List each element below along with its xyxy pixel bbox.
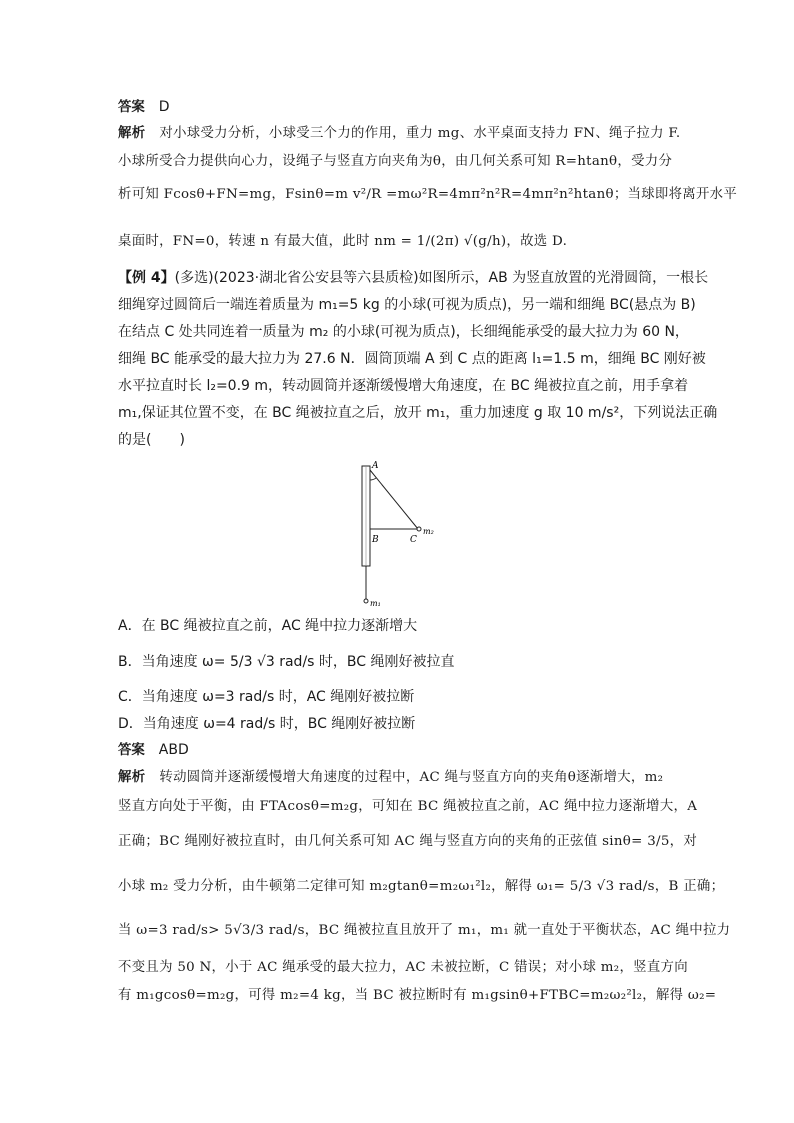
example-line-4: 细绳 BC 能承受的最大拉力为 27.6 N．圆筒顶端 A 到 C 点的距离 l₁=1.5 m，细绳 BC 刚好被 — [118, 351, 706, 367]
example-answer — [118, 740, 189, 761]
example-line-1 — [118, 268, 708, 288]
prev-analysis-line-2: 小球所受合力提供向心力，设绳子与竖直方向夹角为θ，由几何关系可知 R=htanθ，受力分 — [118, 154, 673, 169]
example-line-2: 细绳穿过圆筒后一端连着质量为 m₁=5 kg 的小球(可视为质点)，另一端和细绳 BC(悬点为 B) — [118, 297, 696, 313]
example-analysis-line-3: 正确；BC 绳刚好被拉直时，由几何关系可知 AC 绳与竖直方向的夹角的正弦值 sinθ= 3/5，对 — [118, 834, 698, 849]
example-analysis-line-1 — [118, 768, 663, 788]
example-analysis-line-2: 竖直方向处于平衡，由 FTAcosθ=m₂g，可知在 BC 绳被拉直之前，AC 绳中拉力逐渐增大，A — [118, 799, 698, 814]
option-b: B．当角速度 ω= 5/3 √3 rad/s 时，BC 绳刚好被拉直 — [118, 654, 455, 670]
example-line-5: 水平拉直时长 l₂=0.9 m，转动圆筒并逐渐缓慢增大角速度，在 BC 绳被拉直之前，用手拿着 — [118, 378, 689, 394]
option-d: D．当角速度 ω=4 rad/s 时，BC 绳刚好被拉断 — [118, 716, 416, 732]
answer-value: D — [158, 99, 170, 115]
label-m1: m₁ — [370, 599, 381, 608]
example-line-7: 的是( ) — [118, 432, 185, 448]
label-a: A — [372, 461, 379, 471]
example-analysis-line-4: 小球 m₂ 受力分析，由牛顿第二定律可知 m₂gtanθ=m₂ω₁²l₂，解得 ω₁= 5/3 √3 rad/s，B 正确； — [118, 879, 725, 894]
example-line-6: m₁,保证其位置不变，在 BC 绳被拉直之后，放开 m₁，重力加速度 g 取 10 m/s²，下列说法正确 — [118, 405, 718, 421]
example-text: (多选)(2023·湖北省公安县等六县质检)如图所示，AB 为竖直放置的光滑圆筒，一根长 — [174, 270, 709, 286]
angle-arc — [370, 478, 376, 480]
answer-label: 答案 — [118, 743, 145, 758]
answer-value: ABD — [158, 742, 189, 758]
example-tag: 【例 4】 — [118, 270, 175, 286]
rope-ac — [370, 470, 418, 529]
analysis-text: 对小球受力分析，小球受三个力的作用，重力 mg、水平桌面支持力 FN、绳子拉力 F. — [159, 126, 681, 141]
prev-analysis-line-3: 析可知 Fcosθ+FN=mg，Fsinθ=m v²/R =mω²R=4mπ²n²R=4mπ²n²htanθ；当球即将离开水平 — [118, 187, 738, 202]
option-c: C．当角速度 ω=3 rad/s 时，AC 绳刚好被拉断 — [118, 689, 415, 705]
label-b: B — [372, 535, 379, 545]
answer-label: 答案 — [118, 100, 145, 115]
analysis-label: 解析 — [118, 770, 146, 785]
option-a: A．在 BC 绳被拉直之前，AC 绳中拉力逐渐增大 — [118, 618, 418, 634]
prev-analysis-line-1 — [118, 124, 680, 144]
label-c: C — [410, 535, 417, 545]
example-analysis-line-7: 有 m₁gcosθ=m₂g，可得 m₂=4 kg，当 BC 被拉断时有 m₁gsinθ+FTBC=m₂ω₂²l₂，解得 ω₂= — [118, 988, 717, 1003]
example-analysis-line-5: 当 ω=3 rad/s> 5√3/3 rad/s，BC 绳被拉直且放开了 m₁，m₁ 就一直处于平衡状态，AC 绳中拉力 — [118, 923, 731, 938]
ball-m2 — [417, 527, 421, 531]
example-line-3: 在结点 C 处共同连着一质量为 m₂ 的小球(可视为质点)，长细绳能承受的最大拉力为 60 N， — [118, 324, 689, 340]
example-analysis-line-6: 不变且为 50 N，小于 AC 绳承受的最大拉力，AC 未被拉断，C 错误；对小球 m₂，竖直方向 — [118, 960, 688, 975]
ball-m1 — [364, 599, 368, 603]
analysis-label: 解析 — [118, 126, 146, 141]
analysis-text: 转动圆筒并逐渐缓慢增大角速度的过程中，AC 绳与竖直方向的夹角θ逐渐增大，m₂ — [159, 770, 664, 785]
label-m2: m₂ — [423, 527, 434, 536]
prev-analysis-line-4: 桌面时，FN=0，转速 n 有最大值，此时 nm = 1/(2π) √(g/h)，故选 D. — [118, 234, 568, 249]
prev-answer — [118, 97, 170, 118]
tube-diagram — [340, 458, 450, 608]
